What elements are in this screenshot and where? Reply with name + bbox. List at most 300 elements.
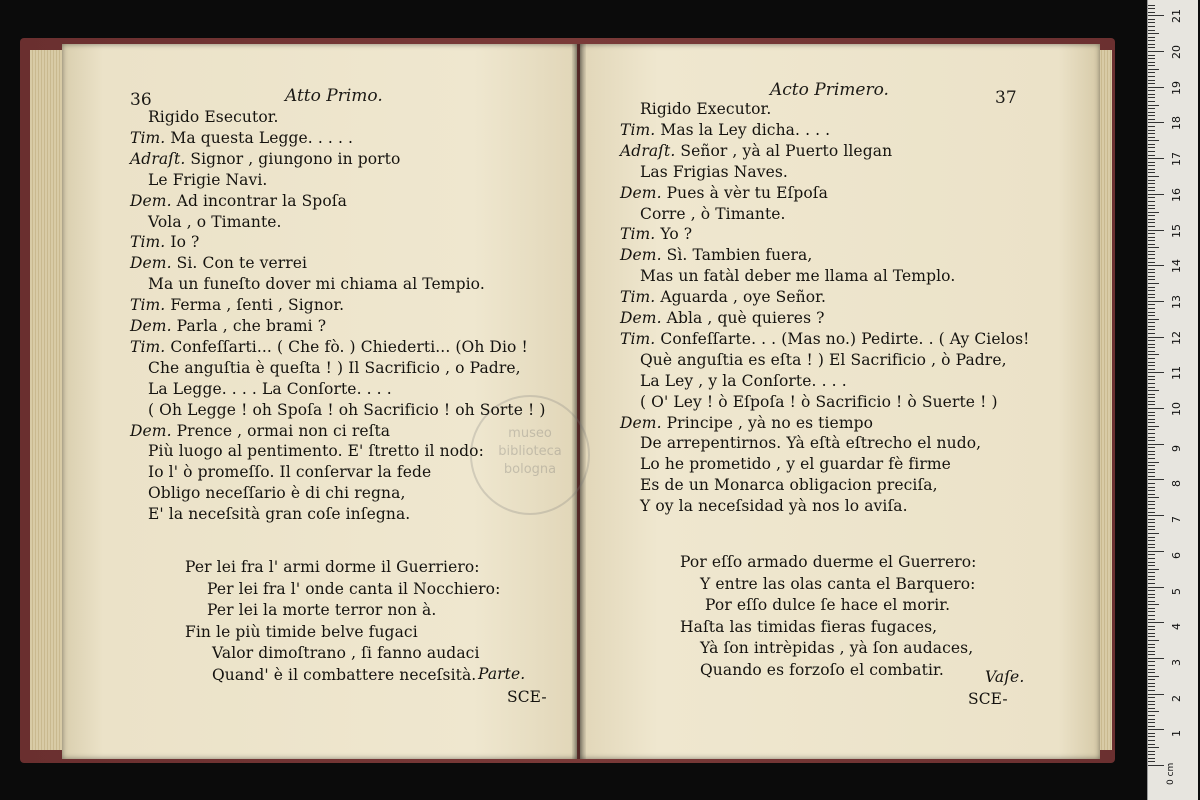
text-line xyxy=(130,296,344,314)
left-page-number: 36 xyxy=(130,90,152,110)
ruler-tick xyxy=(1148,76,1155,77)
ruler-tick xyxy=(1148,654,1155,655)
text-line xyxy=(130,254,307,272)
text-line xyxy=(640,372,847,390)
right-catchword: SCE- xyxy=(968,690,1008,708)
ruler-tick xyxy=(1148,112,1155,113)
ruler-tick xyxy=(1148,40,1155,41)
ruler-tick xyxy=(1148,362,1155,363)
ruler-label: 3 xyxy=(1170,658,1183,666)
ruler-tick xyxy=(1148,244,1155,245)
line-text: Rigido Esecutor. xyxy=(148,108,279,126)
ruler-tick xyxy=(1148,583,1155,584)
ruler-tick xyxy=(1148,401,1155,402)
ruler-label: 2 xyxy=(1170,694,1183,702)
speaker-name: Dem. xyxy=(620,246,667,265)
ruler-tick xyxy=(1148,676,1159,677)
ruler-tick xyxy=(1148,322,1155,323)
ruler-tick xyxy=(1148,508,1155,509)
ruler-tick xyxy=(1148,304,1155,305)
ruler-tick xyxy=(1148,519,1155,520)
ruler-tick xyxy=(1148,369,1155,370)
ruler-tick xyxy=(1148,230,1164,231)
aria-line: Fin le più timide belve fugaci xyxy=(185,622,418,641)
ruler-tick xyxy=(1148,115,1155,116)
text-line xyxy=(620,288,826,306)
ruler-tick xyxy=(1148,394,1155,395)
text-line xyxy=(620,142,892,160)
ruler-tick xyxy=(1148,37,1155,38)
ruler-tick xyxy=(1148,126,1155,127)
speaker-name: Adraſt. xyxy=(130,149,191,168)
ruler-label: 1 xyxy=(1170,730,1183,738)
ruler-tick xyxy=(1148,265,1164,266)
ruler-tick xyxy=(1148,429,1155,430)
ruler-tick xyxy=(1148,765,1164,766)
ruler-tick xyxy=(1148,233,1155,234)
ruler-tick xyxy=(1148,465,1155,466)
text-line xyxy=(130,192,347,210)
ruler-tick xyxy=(1148,504,1155,505)
ruler-tick xyxy=(1148,701,1155,702)
book-gutter xyxy=(572,44,586,759)
ruler-tick xyxy=(1148,601,1155,602)
ruler-tick xyxy=(1148,312,1155,313)
text-line xyxy=(620,309,825,327)
ruler-tick xyxy=(1148,22,1155,23)
text-line xyxy=(640,100,771,118)
speaker-name: Adraſt. xyxy=(620,141,681,160)
ruler-tick xyxy=(1148,122,1164,123)
ruler-tick xyxy=(1148,476,1155,477)
ruler-tick xyxy=(1148,319,1159,320)
ruler-tick xyxy=(1148,579,1155,580)
ruler-tick xyxy=(1148,419,1155,420)
ruler-tick xyxy=(1148,90,1155,91)
ruler-tick xyxy=(1148,697,1155,698)
ruler-tick xyxy=(1148,644,1155,645)
text-line xyxy=(148,442,484,460)
ruler-tick xyxy=(1148,408,1164,409)
ruler-tick xyxy=(1148,137,1155,138)
line-text: Confeſſarti... ( Che fò. ) Chiederti... (Oh Dio ! xyxy=(170,337,528,356)
ruler-tick xyxy=(1148,415,1155,416)
line-text: Principe , yà no es tiempo xyxy=(666,413,874,432)
line-text: Io ? xyxy=(170,233,200,252)
ruler-tick xyxy=(1148,272,1155,273)
ruler-label: 5 xyxy=(1170,587,1183,595)
text-line xyxy=(640,267,955,285)
text-line xyxy=(640,434,981,452)
ruler-tick xyxy=(1148,444,1164,445)
ruler-tick xyxy=(1148,15,1164,16)
aria-line: Yà ſon intrèpidas , yà ſon audaces, xyxy=(700,639,974,657)
speaker-name: Dem. xyxy=(130,421,177,440)
line-text: Obligo neceſſario è di chi regna, xyxy=(148,484,406,503)
text-line xyxy=(620,246,812,264)
line-text: Mas un fatàl deber me llama al Templo. xyxy=(640,267,956,286)
ruler-tick xyxy=(1148,472,1155,473)
speaker-name: Tim. xyxy=(620,120,661,139)
ruler-tick xyxy=(1148,512,1155,513)
ruler-tick xyxy=(1148,661,1155,662)
line-text: Io l' ò promeſſo. Il conſervar la fede xyxy=(148,463,432,482)
line-text: Sì. Tambien fuera, xyxy=(666,246,813,265)
ruler-tick xyxy=(1148,226,1155,227)
ruler-tick xyxy=(1148,515,1164,516)
line-text: Aguarda , oye Señor. xyxy=(660,288,826,307)
ruler-tick xyxy=(1148,33,1159,34)
speaker-name: Tim. xyxy=(130,128,171,147)
ruler-tick xyxy=(1148,222,1155,223)
ruler-tick xyxy=(1148,162,1155,163)
aria-line: Por eſſo dulce ſe hace el morir. xyxy=(705,596,951,614)
ruler-tick xyxy=(1148,172,1155,173)
ruler-tick xyxy=(1148,133,1155,134)
ruler-tick xyxy=(1148,190,1155,191)
text-line xyxy=(640,205,786,223)
ruler-tick xyxy=(1148,208,1155,209)
aria-line: Quand' è il combattere neceſsità. xyxy=(212,665,477,684)
ruler-tick xyxy=(1148,358,1155,359)
line-text: Le Frigie Navi. xyxy=(148,170,268,189)
ruler-tick xyxy=(1148,347,1155,348)
ruler-tick xyxy=(1148,94,1155,95)
line-text: Mas la Ley dicha. . . . xyxy=(660,120,831,139)
line-text: Ferma , ſenti , Signor. xyxy=(170,296,345,315)
ruler-tick xyxy=(1148,590,1155,591)
ruler-tick xyxy=(1148,651,1155,652)
ruler-tick xyxy=(1148,412,1155,413)
ruler-tick xyxy=(1148,740,1155,741)
ruler-tick xyxy=(1148,683,1155,684)
ruler-tick xyxy=(1148,315,1155,316)
ruler-label: 20 xyxy=(1170,45,1183,59)
ruler-tick xyxy=(1148,87,1164,88)
ruler-tick xyxy=(1148,44,1155,45)
ruler-label: 6 xyxy=(1170,551,1183,559)
line-text: Rigido Executor. xyxy=(640,100,772,118)
ruler-tick xyxy=(1148,97,1155,98)
ruler-tick xyxy=(1148,105,1159,106)
ruler-tick xyxy=(1148,462,1159,463)
ruler-tick xyxy=(1148,269,1155,270)
line-text: Signor , giungono in porto xyxy=(190,149,401,168)
ruler-tick xyxy=(1148,51,1164,52)
ruler-label: 17 xyxy=(1170,152,1183,167)
ruler-label: 15 xyxy=(1170,223,1183,238)
speaker-name: Tim. xyxy=(620,329,661,348)
ruler-tick xyxy=(1148,565,1155,566)
ruler-tick xyxy=(1148,490,1155,491)
ruler-tick xyxy=(1148,690,1155,691)
text-line xyxy=(130,129,353,147)
line-text: Ma un funeſto dover mi chiama al Tempio. xyxy=(148,275,485,294)
ruler-tick xyxy=(1148,254,1155,255)
ruler-tick xyxy=(1148,587,1164,588)
ruler-tick xyxy=(1148,522,1155,523)
ruler-tick xyxy=(1148,576,1155,577)
ruler-tick xyxy=(1148,240,1155,241)
text-line xyxy=(148,275,485,293)
ruler-tick xyxy=(1148,454,1155,455)
ruler-tick xyxy=(1148,65,1155,66)
ruler-tick xyxy=(1148,297,1155,298)
text-line xyxy=(620,121,830,139)
ruler-tick xyxy=(1148,187,1155,188)
ruler-tick xyxy=(1148,340,1155,341)
ruler-label: 21 xyxy=(1170,9,1183,24)
ruler-label: 18 xyxy=(1170,116,1183,131)
speaker-name: Dem. xyxy=(620,183,667,202)
text-line xyxy=(640,163,788,181)
ruler-tick xyxy=(1148,744,1155,745)
line-text: Prence , ormai non ci reſta xyxy=(176,421,391,440)
ruler-tick xyxy=(1148,597,1155,598)
ruler-tick xyxy=(1148,326,1155,327)
ruler-tick xyxy=(1148,529,1155,530)
speaker-name: Tim. xyxy=(130,296,171,315)
line-text: Si. Con te verrei xyxy=(176,254,308,273)
aria-line: Per lei fra l' armi dorme il Guerriero: xyxy=(185,558,480,576)
speaker-name: Dem. xyxy=(620,413,667,432)
text-line xyxy=(130,150,400,168)
text-line xyxy=(148,213,282,231)
ruler-tick xyxy=(1148,279,1155,280)
ruler-tick xyxy=(1148,194,1164,195)
ruler-tick xyxy=(1148,497,1159,498)
ruler-tick xyxy=(1148,494,1155,495)
text-line xyxy=(640,476,938,494)
ruler-tick xyxy=(1148,404,1155,405)
ruler-tick xyxy=(1148,501,1155,502)
left-page-header: Atto Primo. xyxy=(285,86,383,106)
ruler-tick xyxy=(1148,397,1155,398)
line-text: Es de un Monarca obligacion preciſa, xyxy=(640,476,938,495)
ruler-tick xyxy=(1148,183,1155,184)
ruler-tick xyxy=(1148,758,1155,759)
ruler-tick xyxy=(1148,604,1159,605)
speaker-name: Dem. xyxy=(620,309,667,327)
ruler-tick xyxy=(1148,640,1159,641)
line-text: Vola , o Timante. xyxy=(148,212,282,231)
ruler-tick xyxy=(1148,290,1155,291)
text-line xyxy=(148,401,546,419)
ruler-tick xyxy=(1148,344,1155,345)
ruler-tick xyxy=(1148,8,1155,9)
ruler-tick xyxy=(1148,237,1155,238)
ruler-tick xyxy=(1148,747,1159,748)
ruler-tick xyxy=(1148,262,1155,263)
ruler-tick xyxy=(1148,197,1155,198)
ruler-tick xyxy=(1148,433,1155,434)
ruler-tick xyxy=(1148,544,1155,545)
ruler-tick xyxy=(1148,83,1155,84)
ruler-tick xyxy=(1148,729,1164,730)
ruler-label: 13 xyxy=(1170,294,1183,309)
ruler-tick xyxy=(1148,387,1155,388)
aria-line: Quando es forzoſo el combatir. xyxy=(700,660,944,679)
ruler-tick xyxy=(1148,390,1159,391)
line-text: ( Oh Legge ! oh Spoſa ! oh Sacrificio ! oh Sorte ! ) xyxy=(148,400,546,419)
line-text: La Ley , y la Conſorte. . . . xyxy=(640,371,847,390)
ruler-tick xyxy=(1148,140,1159,141)
ruler-tick xyxy=(1148,711,1159,712)
line-text: Señor , yà al Puerto llegan xyxy=(680,141,893,160)
ruler-tick xyxy=(1148,708,1155,709)
text-line xyxy=(148,359,521,377)
line-text: Què anguſtia es eſta ! ) El Sacrificio , ò Padre, xyxy=(640,350,1007,369)
ruler-tick xyxy=(1148,626,1155,627)
right-page-header: Acto Primero. xyxy=(770,80,889,100)
text-line xyxy=(620,330,1030,348)
ruler-tick xyxy=(1148,715,1155,716)
left-catchword: SCE- xyxy=(507,688,547,706)
line-text: E' la neceſsità gran coſe inſegna. xyxy=(148,505,411,524)
ruler-tick xyxy=(1148,158,1164,159)
line-text: Corre , ò Timante. xyxy=(640,204,786,223)
right-exit: Vaſe. xyxy=(985,668,1025,686)
line-text: Y oy la neceſsidad yà nos lo aviſa. xyxy=(640,497,908,516)
ruler-tick xyxy=(1148,483,1155,484)
text-line xyxy=(640,497,908,515)
ruler-tick xyxy=(1148,594,1155,595)
ruler-tick xyxy=(1148,258,1155,259)
ruler-tick xyxy=(1148,329,1155,330)
ruler-tick xyxy=(1148,151,1155,152)
ruler-tick xyxy=(1148,372,1164,373)
text-line xyxy=(148,484,405,502)
ruler-tick xyxy=(1148,669,1155,670)
text-line xyxy=(640,351,1007,369)
ruler-tick xyxy=(1148,351,1155,352)
ruler-tick xyxy=(1148,383,1155,384)
ruler-label: 10 xyxy=(1170,402,1183,416)
text-line xyxy=(148,171,267,189)
ruler-tick xyxy=(1148,180,1155,181)
ruler-tick xyxy=(1148,479,1164,480)
text-line xyxy=(148,463,431,481)
ruler-tick xyxy=(1148,119,1155,120)
line-text: Ad incontrar la Spoſa xyxy=(176,191,347,210)
ruler-tick xyxy=(1148,333,1155,334)
line-text: Che anguſtia è queſta ! ) Il Sacrificio , o Padre, xyxy=(148,358,521,377)
ruler-tick xyxy=(1148,365,1155,366)
speaker-name: Dem. xyxy=(130,254,177,273)
ruler-tick xyxy=(1148,251,1155,252)
aria-line: Por eſſo armado duerme el Guerrero: xyxy=(680,553,977,571)
line-text: Più luogo al pentimento. E' ſtretto il nodo: xyxy=(148,442,484,461)
speaker-name: Tim. xyxy=(130,233,171,252)
ruler-tick xyxy=(1148,647,1155,648)
ruler-tick xyxy=(1148,426,1159,427)
line-text: La Legge. . . . La Conſorte. . . . xyxy=(148,379,392,398)
line-text: Ma questa Legge. . . . . xyxy=(170,128,354,147)
ruler-tick xyxy=(1148,80,1155,81)
ruler-tick xyxy=(1148,751,1155,752)
ruler-tick xyxy=(1148,169,1155,170)
line-text: ( O' Ley ! ò Eſpoſa ! ò Sacrificio ! ò Suerte ! ) xyxy=(640,392,998,411)
ruler-tick xyxy=(1148,633,1155,634)
ruler-tick xyxy=(1148,219,1155,220)
text-line xyxy=(148,505,410,523)
ruler-tick xyxy=(1148,629,1155,630)
ruler-tick xyxy=(1148,562,1155,563)
ruler-tick xyxy=(1148,283,1159,284)
ruler-tick xyxy=(1148,619,1155,620)
ruler-tick xyxy=(1148,247,1159,248)
ruler-tick xyxy=(1148,754,1155,755)
ruler-tick xyxy=(1148,287,1155,288)
aria-line: Haſta las timidas fieras fugaces, xyxy=(680,617,938,636)
ruler-tick xyxy=(1148,62,1155,63)
measurement-ruler xyxy=(1147,0,1198,800)
ruler-tick xyxy=(1148,308,1155,309)
ruler-tick xyxy=(1148,379,1155,380)
ruler-tick xyxy=(1148,5,1155,6)
ruler-tick xyxy=(1148,72,1155,73)
ruler-tick xyxy=(1148,176,1159,177)
left-exit: Parte. xyxy=(478,665,526,683)
ruler-tick xyxy=(1148,636,1155,637)
ruler-tick xyxy=(1148,26,1155,27)
ruler-tick xyxy=(1148,554,1155,555)
ruler-tick xyxy=(1148,101,1155,102)
speaker-name: Dem. xyxy=(130,317,177,335)
line-text: Yo ? xyxy=(660,225,693,244)
text-line xyxy=(148,380,392,398)
page-edges-left xyxy=(30,50,64,750)
line-text: Abla , què quieres ? xyxy=(666,309,825,327)
ruler-tick xyxy=(1148,301,1164,302)
ruler-tick xyxy=(1148,19,1155,20)
line-text: Pues à vèr tu Eſpoſa xyxy=(666,183,828,202)
ruler-tick xyxy=(1148,540,1155,541)
ruler-tick xyxy=(1148,608,1155,609)
ruler-tick xyxy=(1148,665,1155,666)
ruler-tick xyxy=(1148,719,1155,720)
line-text: De arrepentirnos. Yà eſtà eſtrecho el nudo, xyxy=(640,434,982,453)
aria-line: Y entre las olas canta el Barquero: xyxy=(700,574,976,593)
speaker-name: Tim. xyxy=(620,225,661,244)
speaker-name: Tim. xyxy=(620,288,661,307)
text-line xyxy=(148,108,279,126)
ruler-tick xyxy=(1148,622,1164,623)
ruler-label: 12 xyxy=(1170,330,1183,345)
ruler-tick xyxy=(1148,569,1159,570)
ruler-tick xyxy=(1148,658,1164,659)
ruler-tick xyxy=(1148,611,1155,612)
ruler-tick xyxy=(1148,205,1155,206)
ruler-tick xyxy=(1148,722,1155,723)
text-line xyxy=(130,338,528,356)
ruler-tick xyxy=(1148,458,1155,459)
ruler-tick xyxy=(1148,354,1159,355)
ruler-tick xyxy=(1148,447,1155,448)
ruler-tick xyxy=(1148,58,1155,59)
ruler-tick xyxy=(1148,201,1155,202)
text-line xyxy=(640,455,951,473)
ruler-tick xyxy=(1148,130,1155,131)
ruler-tick xyxy=(1148,572,1155,573)
speaker-name: Dem. xyxy=(130,191,177,210)
ruler-label: 4 xyxy=(1170,623,1183,631)
ruler-tick xyxy=(1148,337,1164,338)
ruler-tick xyxy=(1148,47,1155,48)
ruler-label: 7 xyxy=(1170,516,1183,524)
ruler-tick xyxy=(1148,672,1155,673)
ruler-tick xyxy=(1148,487,1155,488)
